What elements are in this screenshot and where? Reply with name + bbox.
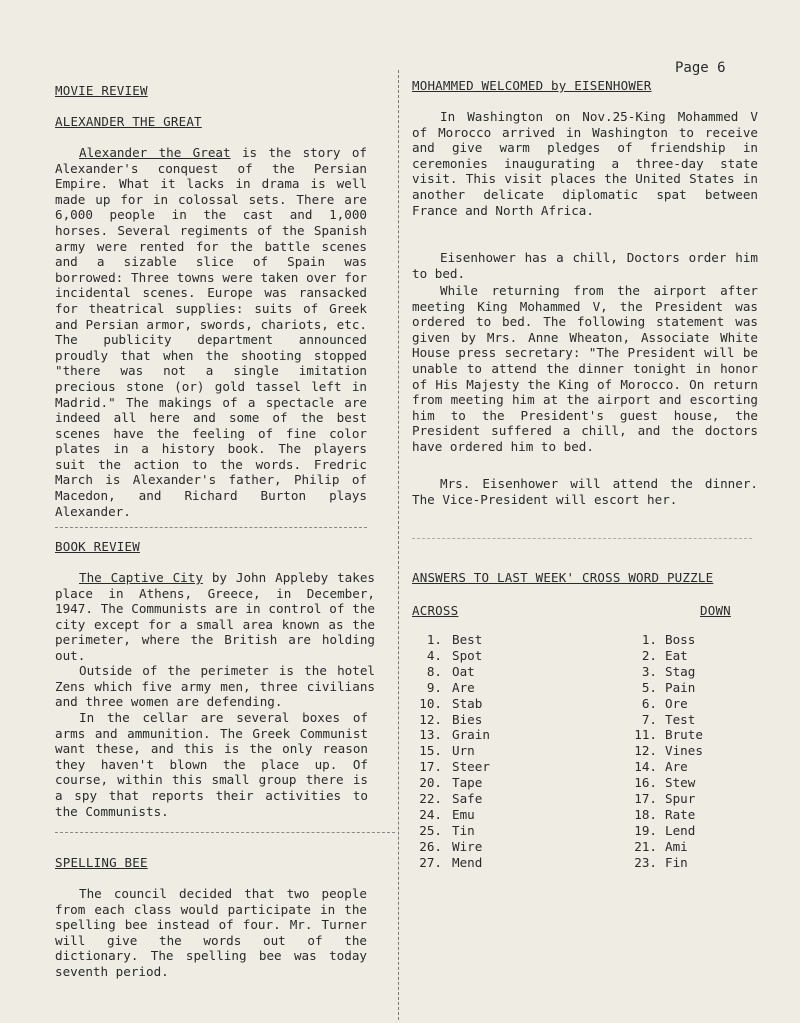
crossword-answers-table <box>412 632 742 871</box>
across-answer: Best <box>452 632 483 647</box>
down-answer: Boss <box>665 632 696 647</box>
across-number: 17. <box>419 759 442 775</box>
across-label: ACROSS <box>412 603 459 618</box>
eisenhower-p1: Eisenhower has a chill, Doctors order him to bed. <box>412 250 758 281</box>
down-number: 14. <box>634 759 657 775</box>
across-number: 12. <box>419 711 442 727</box>
across-answer: Grain <box>452 727 490 743</box>
mohammed-heading: MOHAMMED WELCOMED by EISENHOWER <box>412 78 652 93</box>
movie-review-text: is the story of Alexander's conquest of the Persian Empire. What it lacks in drama is well made up for in colossal sets. There are 6,000 people in the cast and 1,000 horses. Several regiments of the Spanish army were rented for the battle scenes and a sizable slice of Spain was borrowed: Three towns were taken over for incidental scenes. Europe was ransacked for theatrical supplies: suits of Greek and Persian armor, swords, chariots, etc. The publicity department announced proudly that when the shooting stopped "there was not a single imitation precious stone (or) gold tassel left in Madrid." The makings of a spectacle are indeed all here and some of the best scenes have the feeling of fine color plates in a history book. The players suit the action to the words. Fredric March is Alexander's father, Philip of Macedon, and Richard Burton plays Alexander. <box>55 145 367 519</box>
mohammed-body: In Washington on Nov.25-King Mohammed V of Morocco arrived in Washington to receive and give warm pledges of friendship in ceremonies inaugurating a three-day state visit. This visit places the United States in another delicate diplomatic spat between France and North Africa. <box>412 109 758 218</box>
across-number: 9. <box>426 679 442 695</box>
spelling-bee-heading: SPELLING BEE <box>55 855 148 870</box>
down-answer: Stag <box>665 663 696 679</box>
book-review-text-1: by John Appleby takes place in Athens, Greece, in December, 1947. The Communists are in control of the city except for a small area known as the perimeter, where the British are holding out. <box>55 570 375 663</box>
down-number: 18. <box>634 806 657 822</box>
crossword-row <box>412 632 742 648</box>
book-lead-title: The Captive City <box>79 570 203 585</box>
across-number: 20. <box>419 775 442 791</box>
across-answer: Safe <box>452 791 483 807</box>
column-divider <box>398 70 399 1020</box>
across-number: 1. <box>426 632 442 647</box>
down-answer: Rate <box>665 806 696 822</box>
down-answer: Eat <box>665 647 688 663</box>
down-number: 23. <box>634 854 657 870</box>
down-answer: Stew <box>665 775 696 791</box>
across-answer: Bies <box>452 711 483 727</box>
movie-lead-title: Alexander the Great <box>79 145 231 160</box>
book-review-heading: BOOK REVIEW <box>55 539 140 554</box>
crossword-row <box>412 807 742 823</box>
down-number: 3. <box>641 663 657 679</box>
crossword-row <box>412 743 742 759</box>
down-answer: Ami <box>665 838 688 854</box>
down-number: 21. <box>634 838 657 854</box>
down-answer: Ore <box>665 695 688 711</box>
across-answer: Mend <box>452 854 483 870</box>
across-number: 26. <box>419 838 442 854</box>
down-number: 11. <box>634 727 657 743</box>
across-number: 8. <box>426 663 442 679</box>
across-number: 24. <box>419 806 442 822</box>
down-number: 19. <box>634 822 657 838</box>
movie-article-title: ALEXANDER THE GREAT <box>55 114 202 129</box>
crossword-row <box>412 775 742 791</box>
crossword-row <box>412 855 742 871</box>
book-review-p1 <box>55 570 375 664</box>
page-number: Page 6 <box>675 60 726 76</box>
down-answer: Spur <box>665 791 696 807</box>
crossword-row <box>412 727 742 743</box>
across-number: 10. <box>419 695 442 711</box>
divider-line <box>55 832 395 833</box>
across-answer: Tin <box>452 822 475 838</box>
down-answer: Pain <box>665 679 696 695</box>
crossword-heading: ANSWERS TO LAST WEEK' CROSS WORD PUZZLE <box>412 570 714 585</box>
down-number: 7. <box>641 711 657 727</box>
down-label: DOWN <box>700 603 731 618</box>
down-answer: Lend <box>665 822 696 838</box>
across-number: 27. <box>419 854 442 870</box>
crossword-row <box>412 759 742 775</box>
across-number: 4. <box>426 647 442 663</box>
across-answer: Emu <box>452 806 475 822</box>
crossword-row <box>412 664 742 680</box>
movie-review-heading: MOVIE REVIEW <box>55 83 148 98</box>
across-answer: Oat <box>452 663 475 679</box>
across-answer: Stab <box>452 695 483 711</box>
down-number: 2. <box>641 647 657 663</box>
movie-review-body <box>55 145 367 519</box>
crossword-row <box>412 648 742 664</box>
across-answer: Wire <box>452 838 483 854</box>
down-number: 5. <box>641 679 657 695</box>
down-number: 12. <box>634 743 657 759</box>
down-answer: Are <box>665 759 688 775</box>
eisenhower-p2: While returning from the airport after meeting King Mohammed V, the President was ordered to bed. The following statement was given by Mrs. Anne Wheaton, Associate White House press secretary: "The President will be unable to attend the dinner tonight in honor of His Majesty the King of Morocco. On return from meeting him at the airport and escorting him to the President's guest house, the President suffered a chill, and the doctors have ordered him to bed. <box>412 283 758 454</box>
across-number: 13. <box>419 727 442 743</box>
across-answer: Steer <box>452 759 490 775</box>
across-number: 22. <box>419 791 442 807</box>
across-answer: Are <box>452 679 475 695</box>
divider-line <box>55 527 367 528</box>
eisenhower-p3: Mrs. Eisenhower will attend the dinner. The Vice-President will escort her. <box>412 476 758 507</box>
down-answer: Fin <box>665 854 688 870</box>
across-number: 15. <box>419 743 442 759</box>
divider-line <box>412 538 752 539</box>
across-number: 25. <box>419 822 442 838</box>
down-number: 17. <box>634 791 657 807</box>
crossword-row <box>412 823 742 839</box>
crossword-row <box>412 791 742 807</box>
down-answer: Vines <box>665 743 703 759</box>
across-answer: Tape <box>452 775 483 791</box>
spelling-bee-body: The council decided that two people from each class would participate in the spelling bee instead of four. Mr. Turner will give the words out of the dictionary. The spelling bee was today seventh period. <box>55 886 367 979</box>
book-review-p3: In the cellar are several boxes of arms and ammunition. The Greek Communist want these, and this is the only reason they haven't blown the place up. Of course, within this small group there is a spy that reports their activities to the Communists. <box>55 710 368 819</box>
across-answer: Urn <box>452 743 475 759</box>
crossword-row <box>412 680 742 696</box>
crossword-row <box>412 696 742 712</box>
book-review-p2: Outside of the perimeter is the hotel Zens which five army men, three civilians and three women are defending. <box>55 663 375 710</box>
across-answer: Spot <box>452 647 483 663</box>
crossword-row <box>412 839 742 855</box>
down-number: 16. <box>634 775 657 791</box>
down-number: 1. <box>641 632 657 647</box>
down-answer: Brute <box>665 727 703 743</box>
down-number: 6. <box>641 695 657 711</box>
down-answer: Test <box>665 711 696 727</box>
crossword-row <box>412 712 742 728</box>
